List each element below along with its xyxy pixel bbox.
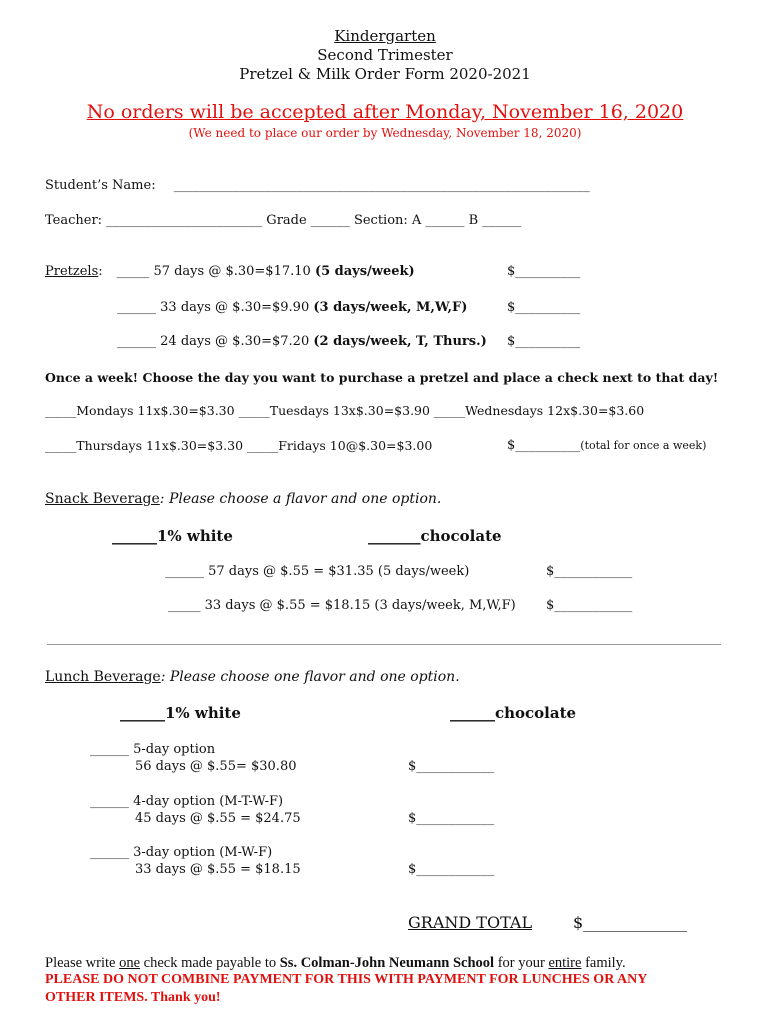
student-name-row [45, 178, 590, 193]
form-title: Kindergarten [334, 27, 436, 45]
pretzel-1-freq: (5 days/week) [314, 264, 415, 279]
payment-warning-line-2: OTHER ITEMS. Thank you! [45, 990, 221, 1005]
weekday-options-row-1[interactable]: _____Mondays 11x$.30=$3.30 _____Tuesdays 13x$.30=$3.90 _____Wednesdays 12x$.30=$3.60 [45, 403, 645, 418]
grand-total-label: GRAND TOTAL [408, 913, 533, 932]
deadline-notice: No orders will be accepted after Monday, November 16, 2020 [86, 101, 684, 123]
lunch-option-4day-cost: 45 days @ $.55 = $24.75 [135, 811, 301, 826]
pretzel-row-3 [117, 334, 487, 349]
snack-flavor-chocolate[interactable]: _______chocolate [368, 527, 502, 545]
lunch-heading: Lunch Beverage [45, 669, 161, 685]
snack-3day-price[interactable]: $____________ [546, 598, 633, 613]
payment-text-one: one [119, 955, 141, 971]
lunch-flavor-chocolate[interactable]: ______chocolate [450, 704, 577, 722]
lunch-flavor-white[interactable]: ______1% white [120, 704, 241, 722]
lunch-option-3day-cost: 33 days @ $.55 = $18.15 [135, 862, 301, 877]
snack-option-3day[interactable]: _____ 33 days @ $.55 = $18.15 (3 days/week, M,W,F) [168, 598, 516, 613]
pretzel-1-price[interactable]: $__________ [507, 264, 581, 279]
weekly-price-row [507, 438, 706, 453]
form-subtitle: Pretzel & Milk Order Form 2020-2021 [239, 65, 531, 83]
snack-5day-price[interactable]: $____________ [546, 564, 633, 579]
pretzel-2-check[interactable]: ______ [117, 300, 156, 315]
pretzel-2-price[interactable]: $__________ [507, 300, 581, 315]
pretzel-3-freq: (2 days/week, T, Thurs.) [313, 334, 487, 349]
snack-heading: Snack Beverage [45, 491, 160, 507]
pretzel-row-1 [45, 264, 415, 279]
payment-instruction [45, 955, 626, 972]
snack-instruction: : Please choose a flavor and one option. [159, 491, 442, 507]
payment-text-1: Please write [45, 955, 120, 971]
student-name-label: Student’s Name: [45, 178, 156, 193]
lunch-heading-row [45, 669, 460, 685]
snack-heading-row [45, 491, 441, 507]
deadline-subnote: (We need to place our order by Wednesday, November 18, 2020) [188, 126, 582, 140]
section-divider [47, 644, 721, 645]
pretzel-1-check[interactable]: _____ [116, 264, 150, 279]
lunch-option-5day[interactable]: ______ 5-day option [90, 742, 216, 757]
payment-text-2: check made payable to [140, 955, 280, 971]
payment-text-3: for your [494, 955, 549, 971]
payment-text-4: family. [581, 955, 626, 971]
pretzel-1-text: 57 days @ $.30=$17.10 [153, 264, 311, 279]
lunch-instruction: : Please choose one flavor and one option. [160, 669, 460, 685]
weekly-price-field[interactable]: $__________ [507, 438, 581, 453]
payment-text-entire: entire [548, 955, 582, 971]
snack-option-5day[interactable]: ______ 57 days @ $.55 = $31.35 (5 days/week) [165, 564, 470, 579]
weekday-options-row-2[interactable]: _____Thursdays 11x$.30=$3.30 _____Fridays 10@$.30=$3.00 [45, 438, 433, 453]
school-name: Ss. Colman-John Neumann School [279, 955, 495, 971]
trimester-label: Second Trimester [317, 46, 453, 64]
pretzel-3-price[interactable]: $__________ [507, 334, 581, 349]
lunch-option-5day-cost: 56 days @ $.55= $30.80 [135, 759, 297, 774]
pretzel-row-2 [117, 300, 467, 315]
lunch-option-3day[interactable]: ______ 3-day option (M-W-F) [90, 845, 273, 860]
payment-warning-line-1: PLEASE DO NOT COMBINE PAYMENT FOR THIS WITH PAYMENT FOR LUNCHES OR ANY [45, 972, 648, 987]
lunch-4day-price[interactable]: $____________ [408, 811, 495, 826]
lunch-option-4day[interactable]: ______ 4-day option (M-T-W-F) [90, 794, 284, 809]
pretzels-colon: : [98, 264, 103, 279]
pretzel-3-text: 24 days @ $.30=$7.20 [160, 334, 310, 349]
pretzels-heading: Pretzels [45, 264, 99, 279]
pretzel-2-freq: (3 days/week, M,W,F) [313, 300, 468, 315]
pretzel-3-check[interactable]: ______ [117, 334, 156, 349]
lunch-5day-price[interactable]: $____________ [408, 759, 495, 774]
pretzel-2-text: 33 days @ $.30=$9.90 [160, 300, 310, 315]
student-name-field[interactable]: ________________________________________________________________ [173, 178, 590, 193]
snack-flavor-white[interactable]: ______1% white [112, 527, 233, 545]
grand-total-field[interactable]: $_____________ [573, 913, 688, 932]
lunch-3day-price[interactable]: $____________ [408, 862, 495, 877]
teacher-row[interactable]: Teacher: ________________________ Grade ______ Section: A ______ B ______ [45, 213, 522, 228]
once-a-week-note: Once a week! Choose the day you want to purchase a pretzel and place a check next to that day! [45, 370, 719, 385]
weekly-total-note: (total for once a week) [580, 439, 707, 452]
